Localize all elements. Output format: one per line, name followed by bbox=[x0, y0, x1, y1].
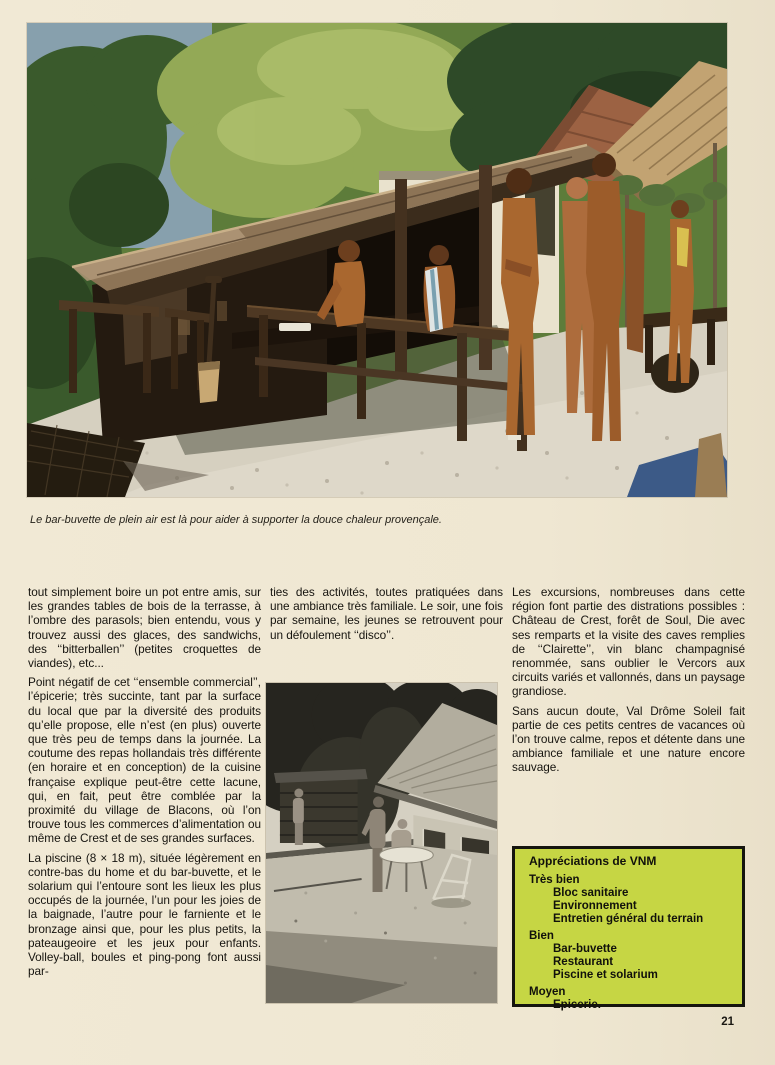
bw-cabin bbox=[274, 769, 368, 843]
ratings-group bbox=[529, 930, 734, 982]
text-column-2 bbox=[270, 585, 503, 647]
rating-item: Bloc sanitaire bbox=[553, 887, 629, 899]
rating-item: Entretien général du terrain bbox=[553, 913, 704, 925]
main-photo bbox=[27, 23, 727, 497]
secondary-photo bbox=[266, 683, 497, 1003]
text-column-1 bbox=[28, 585, 261, 983]
ratings-group bbox=[529, 986, 734, 1012]
terrace-scene-illustration bbox=[266, 683, 497, 1003]
ratings-group bbox=[529, 874, 734, 926]
page-number: 21 bbox=[721, 1016, 734, 1028]
text-column-3 bbox=[512, 585, 745, 780]
rating-item: Epicerie. bbox=[553, 999, 601, 1011]
ratings-title: Appréciations de VNM bbox=[529, 854, 657, 868]
rating-level: Bien bbox=[529, 930, 554, 942]
rating-level: Très bien bbox=[529, 874, 580, 886]
rating-level: Moyen bbox=[529, 986, 566, 998]
paragraph: Sans aucun doute, Val Drôme Soleil fait partie de ces petits centres de vacances où l’on trouve calme, repos et détente dans une ambiance familiale et une nature encore sauvage. bbox=[512, 703, 745, 775]
photo-caption: Le bar-buvette de plein air est là pour aider à supporter la douce chaleur provençale. bbox=[30, 514, 442, 526]
paragraph: ties des activités, toutes pratiquées dans une ambiance très familiale. Le soir, une fois par semaine, les jeunes se retrouvent pour un défoulement ‘‘disco’’. bbox=[270, 585, 503, 642]
bar-buvette-scene-illustration bbox=[27, 23, 727, 497]
paragraph: La piscine (8 × 18 m), située légèrement en contre-bas du home et du bar-buvette, et le solarium qui l’entoure sont les lieux les plus occupés de la journée, l’un pour les joies de la baignade, l’autre pour le farniente et le bronzage ainsi que, pour les plus petits, la pateaugeoire et les jeux pour enfants. Volley-ball, boules et ping-pong font aussi par- bbox=[28, 850, 261, 979]
paragraph: Les excursions, nombreuses dans cette région font partie des distrations possibles : Château de Crest, forêt de Soul, Die avec ses remparts et la visite des caves remplies de ‘‘Clairette’’, vin blanc champagnisé renommée, sans oublier le Vercors aux circuits variés et vallonnés, dans un paysage grandiose. bbox=[512, 585, 745, 699]
rating-item: Piscine et solarium bbox=[553, 969, 658, 981]
rating-item: Bar-buvette bbox=[553, 943, 617, 955]
rating-item: Environnement bbox=[553, 900, 637, 912]
ratings-box bbox=[512, 846, 745, 1011]
paragraph: Point négatif de cet ‘‘ensemble commercial’’, l’épicerie; très succinte, tant par la surface du local que par la diversité des produits qu’elle propose, elle n’est (en plus) ouverte que très peu de temps dans la journée. La coutume des repas hollandais très différente (en horaire et en conception) de la cuisine française explique peut-être cette lacune, qui, en fait, peut être comblée par la proximité du village de Blacons, où l’on trouve tous les commerces d’alimentation ou même de Crest et de ses grandes surfaces. bbox=[28, 675, 261, 846]
paragraph: tout simplement boire un pot entre amis, sur les grandes tables de bois de la terrasse, à l’ombre des parasols; bien entendu, vous y trouvez aussi des glaces, des sandwichs, des ‘‘bitterballen’’ (petites croquettes de viandes), etc... bbox=[28, 585, 261, 671]
rating-item: Restaurant bbox=[553, 956, 614, 968]
